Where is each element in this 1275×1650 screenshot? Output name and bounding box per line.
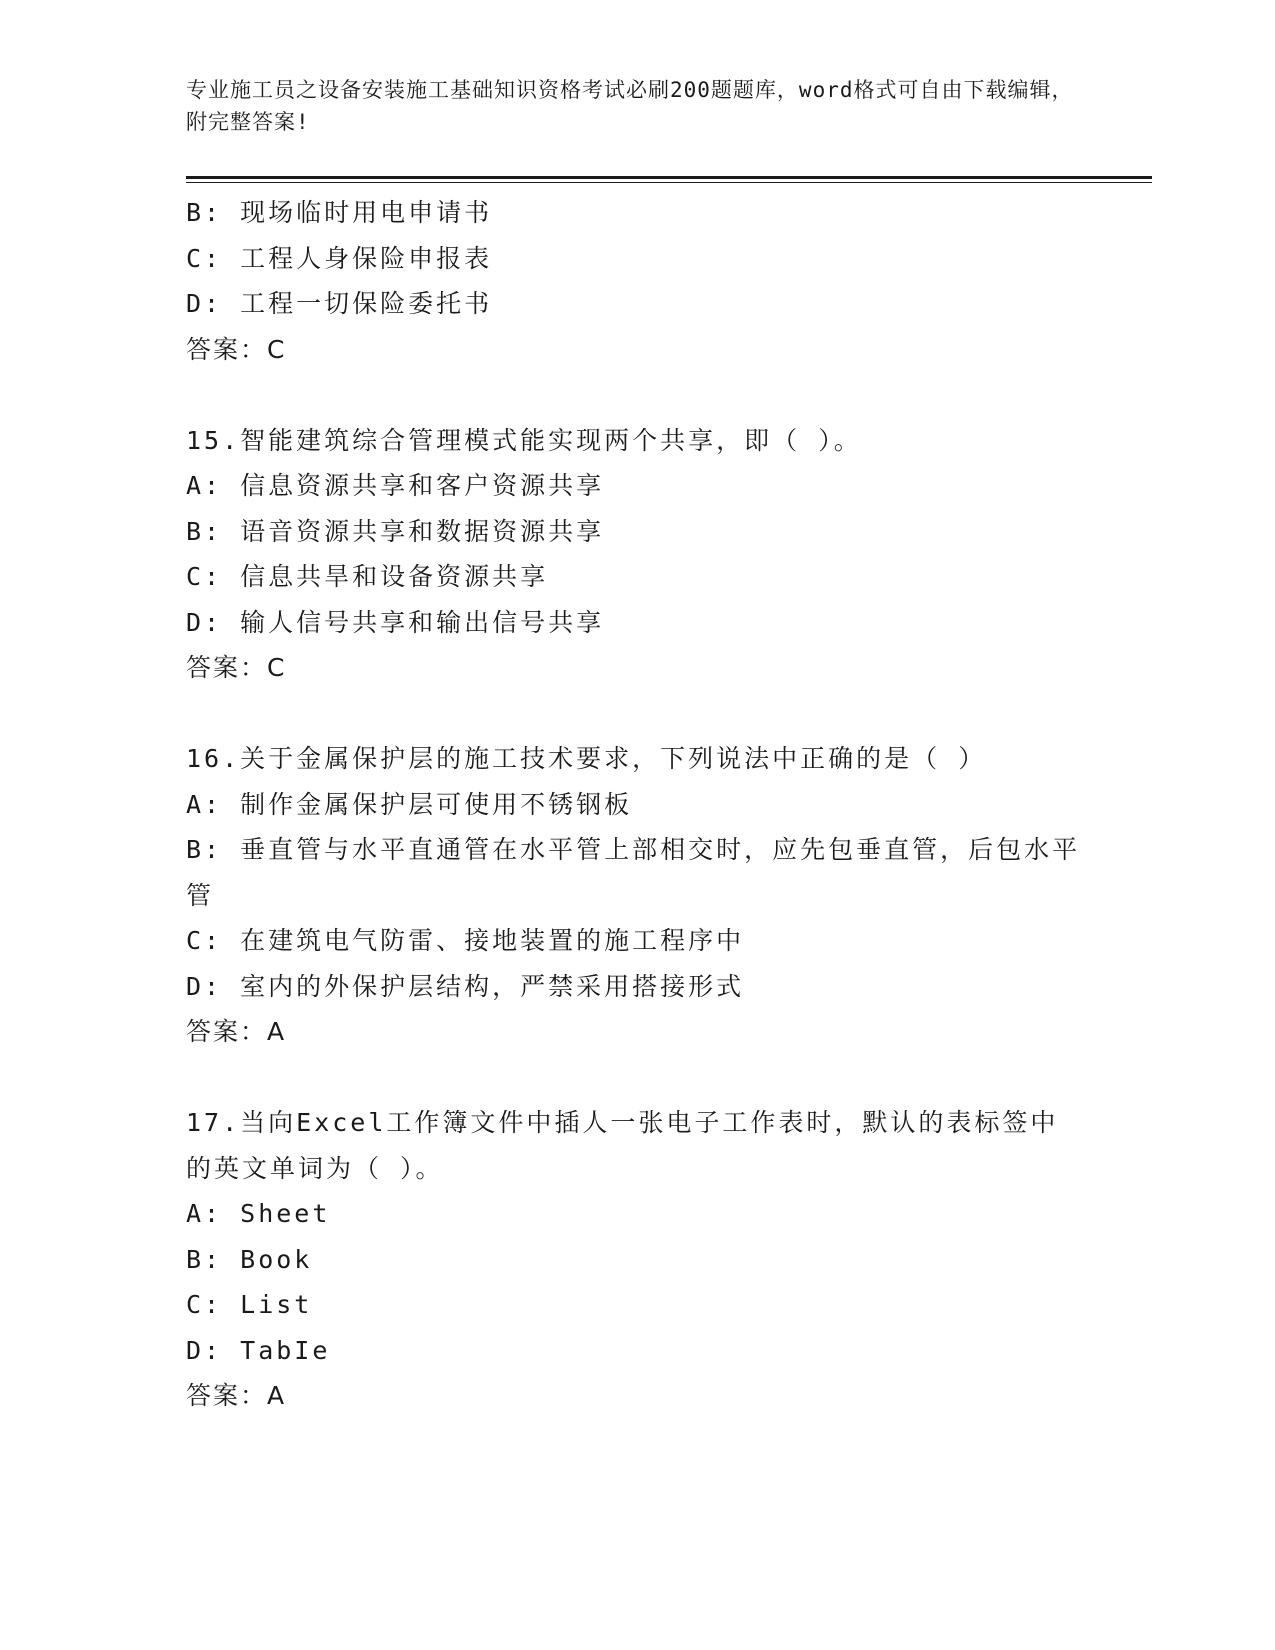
q14-option-d: D: 工程一切保险委托书 (186, 289, 493, 318)
q17-option-d: D: TabIe (186, 1335, 331, 1365)
q17-option-b: B: Book (186, 1244, 313, 1274)
q16-option-c: C: 在建筑电气防雷、接地装置的施工程序中 (186, 926, 745, 955)
q15-option-b: B: 语音资源共享和数据资源共享 (186, 516, 605, 546)
q14-option-b: B: 现场临时用电申请书 (186, 198, 493, 227)
spacer (186, 691, 1086, 737)
q17-option-a: A: Sheet (186, 1199, 331, 1228)
q14-answer: 答案：C (186, 334, 287, 364)
q16-answer: 答案：A (186, 1017, 287, 1046)
header-rule-thick (186, 176, 1152, 179)
header-rule-thin (186, 182, 1152, 183)
q14-option-c: C: 工程人身保险申报表 (186, 243, 493, 273)
spacer (186, 372, 1086, 418)
q16-stem: 16.关于金属保护层的施工技术要求，下列说法中正确的是（ ） (186, 744, 987, 773)
spacer (186, 1055, 1086, 1101)
q16-option-d: D: 室内的外保护层结构，严禁采用搭接形式 (186, 971, 745, 1001)
q17-stem: 17.当向Excel工作簿文件中插人一张电子工作表时，默认的表标签中的英文单词为（ ）。 (186, 1108, 1059, 1183)
q16-option-b: B: 垂直管与水平直通管在水平管上部相交时，应先包垂直管，后包水平管 (186, 835, 1081, 910)
q16-option-a: A: 制作金属保护层可使用不锈钢板 (186, 789, 633, 819)
document-header: 专业施工员之设备安装施工基础知识资格考试必刷200题题库，word格式可自由下载编辑，附完整答案! (186, 78, 1074, 134)
q15-option-d: D: 输人信号共享和输出信号共享 (186, 607, 605, 637)
q15-option-c: C: 信息共旱和设备资源共享 (186, 562, 549, 591)
q17-option-c: C: List (186, 1290, 313, 1319)
question-content (186, 190, 1086, 1419)
q15-stem: 15.智能建筑综合管理模式能实现两个共享，即（ ）。 (186, 425, 862, 455)
q15-option-a: A: 信息资源共享和客户资源共享 (186, 471, 605, 500)
q15-answer: 答案：C (186, 653, 287, 682)
q17-answer: 答案：A (186, 1381, 287, 1410)
